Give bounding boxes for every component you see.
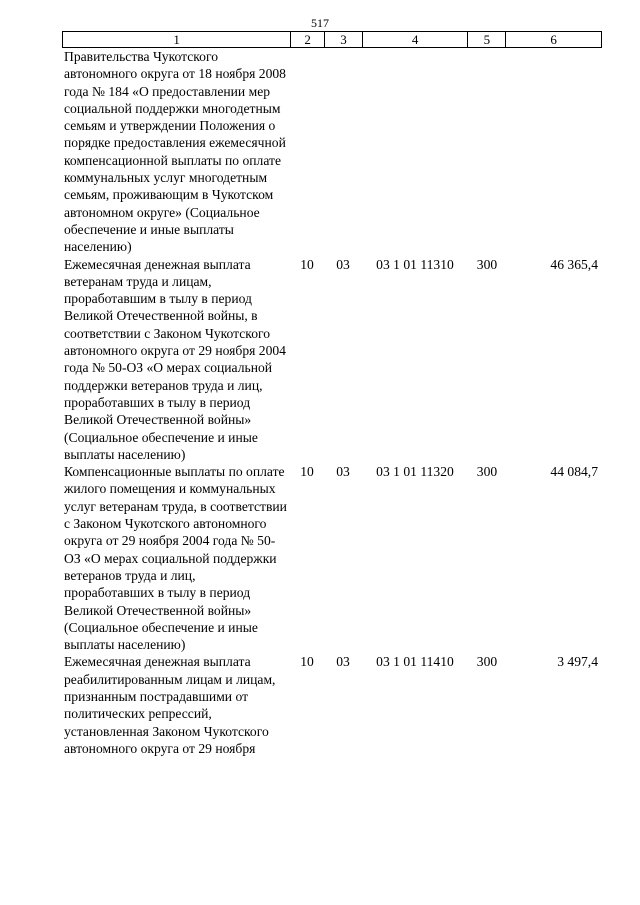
row-target-article: 03 1 01 11320 — [376, 464, 454, 480]
table-row — [62, 256, 602, 464]
row-description: Правительства Чукотского автономного округа от 18 ноября 2008 года № 184 «О предоставлении мер социальной поддержки многодетным семьям и утверждении Положения о порядке предоставления ежемесячной компенсационной выплаты по оплате коммунальных услуг многодетным семьям, проживающим в Чукотском автономном округе» (Социальное обеспечение и иные выплаты населению) — [64, 49, 286, 255]
row-target-article: 03 1 01 11310 — [376, 256, 454, 272]
table-row — [62, 48, 602, 256]
row-amount: 3 497,4 — [557, 654, 598, 670]
row-description: Ежемесячная денежная выплата ветеранам труда и лицам, проработавшим в тылу в период Великой Отечественной войны, в соответствии с Законом Чукотского автономного округа от 29 ноября 2004 года № 50-ОЗ «О мерах социальной поддержки ветеранов труда и лиц, проработавших в тылу в период Великой Отечественной войны» (Социальное обеспечение и иные выплаты населению) — [64, 256, 286, 462]
row-subsection: 03 — [336, 464, 350, 480]
header-col-5: 5 — [467, 32, 505, 47]
header-col-1: 1 — [173, 32, 180, 47]
table-row — [62, 463, 602, 653]
row-amount: 46 365,4 — [550, 256, 598, 272]
row-expense-type: 300 — [476, 256, 498, 272]
row-expense-type: 300 — [476, 654, 498, 670]
budget-table — [62, 31, 602, 757]
table-row — [62, 653, 602, 757]
row-expense-type: 300 — [476, 464, 498, 480]
row-description: Компенсационные выплаты по оплате жилого помещения и коммунальных услуг ветеранам труда, в соответствии с Законом Чукотского автономного округа от 29 ноября 2004 года № 50-ОЗ «О мерах социальной поддержки ветеранов труда и лиц, проработавших в тылу в период Великой Отечественной войны» (Социальное обеспечение и иные выплаты населению) — [64, 464, 287, 653]
table-header-row — [62, 31, 602, 48]
page-number: 517 — [311, 16, 329, 30]
row-section: 10 — [300, 256, 314, 272]
row-description: Ежемесячная денежная выплата реабилитированным лицам и лицам, признанным пострадавшими от политических репрессий, установленная Законом Чукотского автономного округа от 29 ноября — [64, 654, 276, 756]
header-col-4: 4 — [362, 32, 468, 47]
row-subsection: 03 — [336, 654, 350, 670]
row-amount: 44 084,7 — [550, 464, 598, 480]
header-col-3: 3 — [324, 32, 362, 47]
row-target-article: 03 1 01 11410 — [376, 654, 454, 670]
row-section: 10 — [300, 654, 314, 670]
header-col-2: 2 — [290, 32, 324, 47]
row-subsection: 03 — [336, 256, 350, 272]
row-section: 10 — [300, 464, 314, 480]
header-col-6: 6 — [505, 32, 601, 47]
